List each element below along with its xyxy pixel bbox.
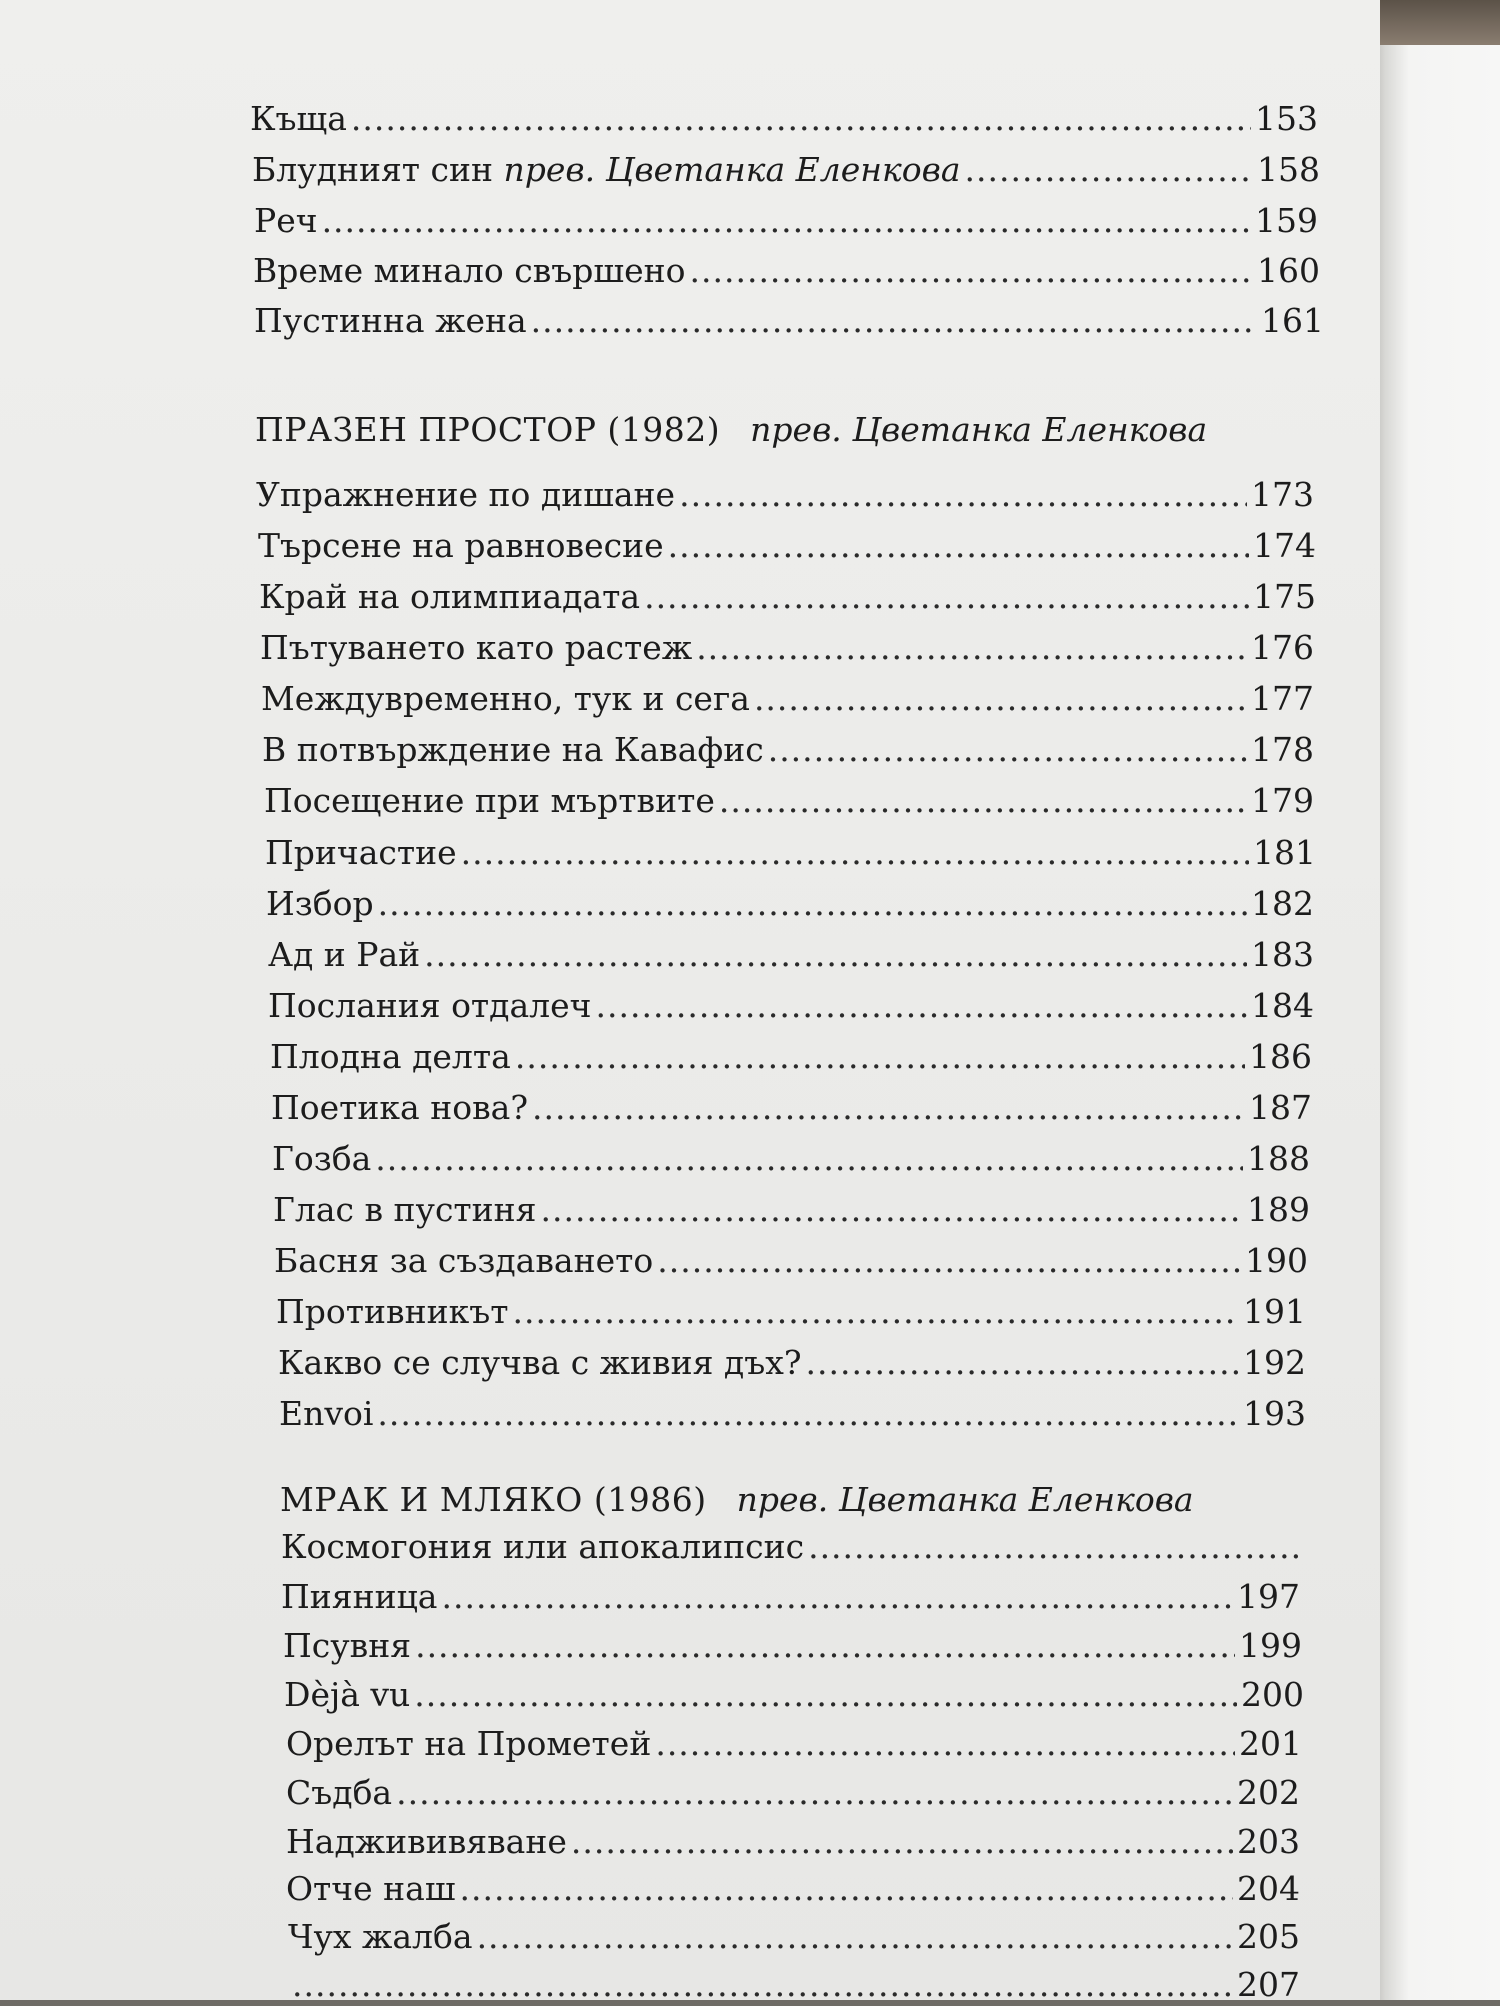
toc-entry[interactable] [268, 985, 1314, 1027]
page-number: 178 [1251, 730, 1314, 769]
toc-entry[interactable] [265, 832, 1316, 874]
dot-leader [655, 1723, 1235, 1765]
entry-title-text: Причастие [265, 833, 457, 872]
dot-leader [806, 1342, 1239, 1384]
dot-leader [965, 149, 1254, 191]
entry-title-text: Пияница [281, 1577, 438, 1616]
page-number: 161 [1261, 301, 1324, 340]
dot-leader [596, 985, 1248, 1027]
entry-title [258, 525, 664, 567]
toc-entry[interactable] [286, 1821, 1300, 1863]
page-number: 158 [1257, 150, 1320, 189]
entry-title [288, 1916, 473, 1958]
section-heading [255, 408, 1207, 452]
dot-leader [515, 1036, 1245, 1078]
entry-title [278, 1342, 802, 1384]
toc-entry[interactable] [286, 1772, 1300, 1814]
dot-leader [768, 729, 1247, 771]
section-translator: прев. Цветанка Еленкова [750, 410, 1208, 449]
toc-entry[interactable] [258, 525, 1316, 567]
toc-entry[interactable] [284, 1674, 1304, 1716]
page-number: 173 [1251, 475, 1314, 514]
entry-title [259, 576, 640, 618]
entry-title-text: Търсене на равновесие [258, 526, 664, 565]
dot-leader [532, 1087, 1245, 1129]
entry-title [260, 627, 692, 669]
entry-title-text: Поетика нова? [271, 1088, 529, 1127]
page-number: 201 [1239, 1724, 1302, 1763]
entry-title [268, 985, 592, 1027]
entry-title [268, 934, 420, 976]
entry-title [250, 98, 347, 140]
dot-leader [415, 1625, 1235, 1667]
dot-leader [644, 576, 1249, 618]
page-number: 187 [1249, 1088, 1312, 1127]
toc-entry[interactable] [273, 1189, 1310, 1231]
entry-title-text: Избор [266, 884, 374, 923]
page-number: 183 [1251, 935, 1314, 974]
toc-entry[interactable] [264, 780, 1314, 822]
toc-entry[interactable] [281, 1526, 1306, 1568]
page-number: 153 [1255, 99, 1318, 138]
entry-title [286, 1868, 456, 1910]
dot-leader [375, 1138, 1243, 1180]
dot-leader [461, 832, 1249, 874]
entry-title-text: Къща [250, 99, 347, 138]
entry-title-text: Блудният син [252, 150, 493, 189]
entry-title [286, 1772, 392, 1814]
entry-title-text: Реч [254, 201, 318, 240]
toc-entry[interactable] [260, 627, 1314, 669]
entry-title-text: В потвърждение на Кавафис [262, 730, 764, 769]
toc-entry[interactable] [262, 729, 1314, 771]
entry-title-text: Пустинна жена [254, 301, 527, 340]
toc-entry[interactable] [261, 678, 1314, 720]
entry-title-text: Послания отдалеч [268, 986, 592, 1025]
entry-title [261, 678, 750, 720]
dot-leader [414, 1674, 1237, 1716]
dot-leader [378, 883, 1247, 925]
page-number: 174 [1253, 526, 1316, 565]
page-number: 160 [1257, 251, 1320, 290]
dot-leader [477, 1916, 1233, 1958]
dot-leader [531, 300, 1257, 342]
entry-title [262, 729, 764, 771]
entry-title [266, 883, 374, 925]
page-number: 202 [1237, 1773, 1300, 1812]
toc-entry[interactable] [254, 300, 1324, 342]
entry-title [286, 1723, 651, 1765]
toc-entry[interactable] [278, 1342, 1306, 1384]
toc-entry[interactable] [253, 250, 1320, 292]
toc-entry[interactable] [272, 1138, 1310, 1180]
entry-title [265, 832, 457, 874]
page-number: 205 [1237, 1917, 1300, 1956]
page-number: 190 [1245, 1241, 1308, 1280]
entry-title-text: Наджививяване [286, 1822, 567, 1861]
toc-entry[interactable] [270, 1036, 1312, 1078]
entry-title [281, 1526, 804, 1568]
page-number: 200 [1241, 1675, 1304, 1714]
section-title: ПРАЗЕН ПРОСТОР (1982) [255, 410, 721, 449]
entry-title-text: Басня за създаването [274, 1241, 654, 1280]
dot-leader [679, 474, 1247, 516]
toc-entry[interactable] [271, 1087, 1312, 1129]
section-heading [280, 1478, 1194, 1522]
page-number: 184 [1251, 986, 1314, 1025]
page-number: 197 [1237, 1577, 1300, 1616]
entry-title-text: Dèjà vu [284, 1675, 411, 1714]
entry-title-text: Envoi [279, 1394, 374, 1433]
entry-title-text: Съдба [286, 1773, 393, 1812]
dot-leader [668, 525, 1249, 567]
dot-leader [351, 98, 1251, 140]
dot-leader [754, 678, 1247, 720]
section-translator: прев. Цветанка Еленкова [736, 1480, 1194, 1519]
dot-leader [690, 250, 1254, 292]
entry-title [281, 1576, 437, 1618]
dot-leader [512, 1291, 1239, 1333]
entry-title-text: Плодна делта [270, 1037, 511, 1076]
entry-title [254, 300, 527, 342]
page-number: 191 [1243, 1292, 1306, 1331]
page-number: 203 [1237, 1822, 1300, 1861]
page-number: 204 [1237, 1869, 1300, 1908]
entry-title [272, 1138, 371, 1180]
entry-title [270, 1036, 511, 1078]
entry-title-text: Какво се случва с живия дъх? [278, 1343, 802, 1382]
toc-entry[interactable] [286, 1868, 1300, 1910]
toc-entry[interactable] [276, 1291, 1306, 1333]
entry-title-text: Упражнение по дишане [256, 475, 676, 514]
toc-entry[interactable] [266, 883, 1314, 925]
dot-leader [322, 200, 1251, 242]
entry-title-text: Псувня [283, 1626, 412, 1665]
entry-title-text: Космогония или апокалипсис [281, 1527, 805, 1566]
page-number: 207 [1237, 1965, 1300, 2004]
entry-title-text: Глас в пустиня [273, 1190, 537, 1229]
page-number: 176 [1251, 628, 1314, 667]
entry-title-text: Орелът на Прометей [286, 1724, 652, 1763]
entry-title [252, 149, 961, 191]
entry-title-text: Ад и Рай [268, 935, 421, 974]
entry-title-text: Пътуването като растеж [260, 628, 693, 667]
dot-leader [460, 1868, 1234, 1910]
dot-leader [719, 780, 1247, 822]
toc-entry[interactable] [288, 1916, 1300, 1958]
entry-title-text: Междувременно, тук и сега [261, 679, 750, 718]
dot-leader [657, 1240, 1241, 1282]
entry-title [286, 1821, 567, 1863]
entry-title-text: Противникът [276, 1292, 509, 1331]
dot-leader [696, 627, 1247, 669]
toc-entry[interactable] [252, 149, 1320, 191]
toc-entry[interactable] [274, 1240, 1308, 1282]
toc-entry[interactable] [254, 200, 1318, 242]
toc-entry[interactable] [268, 934, 1314, 976]
page-number: 192 [1243, 1343, 1306, 1382]
entry-title [271, 1087, 528, 1129]
entry-title [264, 780, 715, 822]
page-number: 182 [1251, 884, 1314, 923]
dot-leader [441, 1576, 1233, 1618]
page-number: 175 [1253, 577, 1316, 616]
toc-entry[interactable] [286, 1723, 1302, 1765]
page-number: 193 [1243, 1394, 1306, 1433]
entry-title-text: Отче наш [286, 1869, 456, 1908]
dot-leader [377, 1393, 1239, 1435]
entry-title [279, 1393, 373, 1435]
page-number: 177 [1251, 679, 1314, 718]
page-number: 159 [1255, 201, 1318, 240]
page-number: 186 [1249, 1037, 1312, 1076]
dot-leader [571, 1821, 1233, 1863]
toc-entry[interactable] [283, 1625, 1302, 1667]
section-title: МРАК И МЛЯКО (1986) [280, 1480, 707, 1519]
entry-translator: прев. Цветанка Еленкова [503, 150, 961, 189]
toc-entry[interactable] [256, 474, 1314, 516]
entry-title [254, 200, 318, 242]
toc-entry[interactable] [281, 1576, 1300, 1618]
toc-entry[interactable] [279, 1393, 1306, 1435]
entry-title-text: Чух жалба [288, 1917, 473, 1956]
entry-title-text: Посещение при мъртвите [264, 781, 715, 820]
toc-entry[interactable] [250, 98, 1318, 140]
dot-leader [808, 1526, 1302, 1568]
toc-entry[interactable] [259, 576, 1316, 618]
next-page-edge [1370, 0, 1500, 2000]
entry-title [276, 1291, 508, 1333]
dot-leader [396, 1772, 1233, 1814]
entry-title-text: Гозба [272, 1139, 372, 1178]
page-number: 188 [1247, 1139, 1310, 1178]
entry-title [283, 1625, 411, 1667]
page-number: 189 [1247, 1190, 1310, 1229]
entry-title [256, 474, 675, 516]
table-corner [1380, 0, 1500, 45]
page-number: 179 [1251, 781, 1314, 820]
dot-leader [424, 934, 1247, 976]
page-number: 199 [1239, 1626, 1302, 1665]
page-number: 181 [1253, 833, 1316, 872]
entry-title-text: Край на олимпиадата [259, 577, 641, 616]
entry-title [273, 1189, 536, 1231]
entry-title-text: Време минало свършено [253, 251, 686, 290]
entry-title [284, 1674, 410, 1716]
dot-leader [540, 1189, 1243, 1231]
entry-title [253, 250, 686, 292]
entry-title [274, 1240, 653, 1282]
